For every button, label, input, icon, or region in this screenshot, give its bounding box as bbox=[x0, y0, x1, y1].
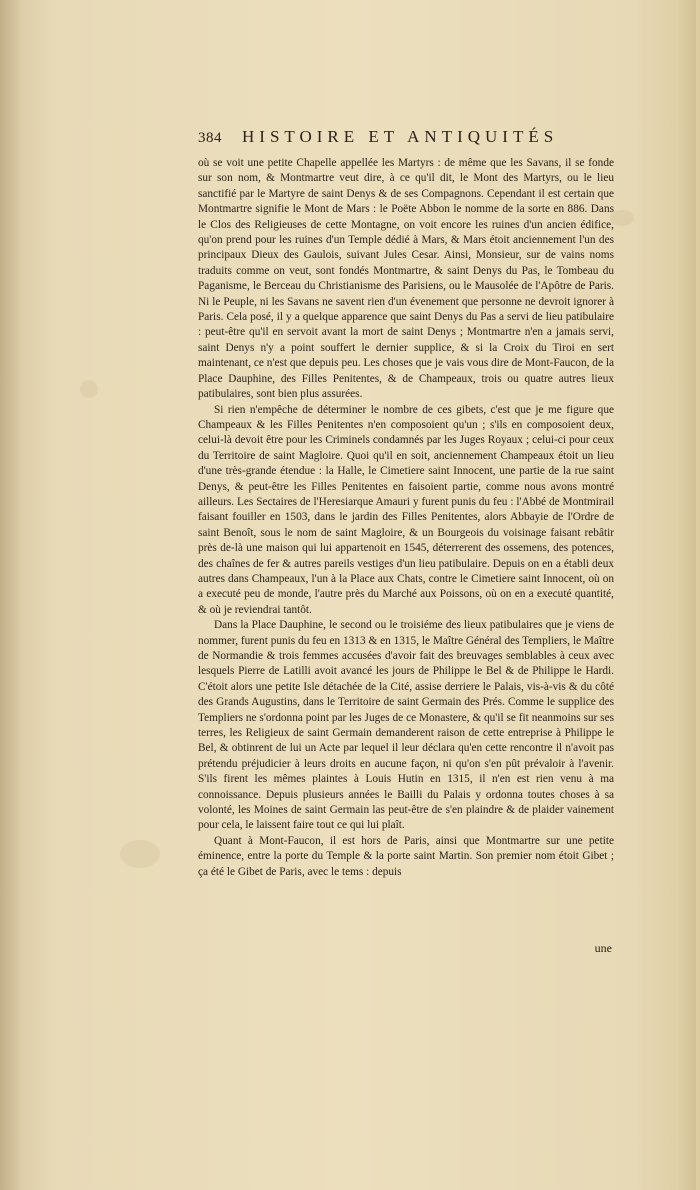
paper-stain bbox=[80, 380, 98, 398]
catchword: une bbox=[594, 941, 612, 955]
body-text bbox=[198, 156, 614, 880]
running-title: HISTOIRE ET ANTIQUITÉS bbox=[242, 127, 559, 146]
paragraph-place-dauphine: Dans la Place Dauphine, le second ou le troisiéme des lieux patibulaires que je viens de nommer, furent punis du feu en 1313 & en 1315, le Maître Général des Templiers, le Maître de Normandie & trois femmes accusées d'avoir fait des breuvages semblables à ceux avec lesquels Pierre de Latilli avoit avancé les jours de Philippe le Bel & de Philippe le Hardi. C'étoit alors une petite Isle détachée de la Cité, assise derriere le Palais, vis-à-vis & du côté des Grands Augustins, dans le Territoire de saint Germain des Prés. Comme le supplice des Templiers ne s'ordonna point par les Juges de ce Monastere, & qu'il se fit neanmoins sur ses terres, les Religieux de saint Germain demanderent raison de cette entreprise à Philippe le Bel, & obtinrent de lui un Acte par lequel il leur déclara qu'en cette rencontre il n'avoit pas prétendu préjudicier à leurs droits en aucune façon, ni qu'on s'en pût prévaloir à l'avenir. S'ils firent les mêmes plaintes à Louis Hutin en 1315, il n'en est rien venu à ma connoissance. Depuis plusieurs années le Bailli du Palais y ordonna toutes choses à sa volonté, les Moines de saint Germain las peut-être de s'en plaindre & de plaider vainement pour cela, le laissent faire tout ce qui lui plaît. bbox=[198, 619, 614, 832]
paragraph-montmartre: où se voit une petite Chapelle appellée les Martyrs : de même que les Savans, il se fonde sur son nom, & Montmartre veut dire, à ce qu'il dit, le Mont des Martyrs, ou le lieu sanctifié par le Martyre de saint Denys & de ses Compagnons. Cependant il est certain que Montmartre signifie le Mont de Mars : le Poëte Abbon le nomme de la sorte en 886. Dans le Clos des Religieuses de cette Montagne, on voit encore les ruines d'un ancien édifice, qu'on prend pour les ruines d'un Temple dédié à Mars, & Mars étoit anciennement l'un des principaux Dieux des Gaulois, suivant Jules Cesar. Ainsi, Monsieur, sur de vains noms traduits comme on veut, sont fondés Montmartre, & saint Denys du Pas, le Tombeau du Paganisme, le Berceau du Christianisme des Parisiens, ou le Mausolée de l'Apôtre de Paris. Ni le Peuple, ni les Savans ne savent rien d'un évenement que personne ne devroit ignorer à Paris. Cela posé, il y a quelque apparence que saint Denys du Pas a servi de lieu patibulaire : peut-être qu'il en servoit avant la mort de saint Denys ; Montmartre n'en a jamais servi, saint Denys n'y a point souffert le dernier supplice, & si la Croix du Tiroi en sert maintenant, ce n'est que depuis peu. Les choses que je vais vous dire de Mont-Faucon, de la Place Dauphine, des Filles Penitentes, & de Champeaux, trois ou quatre autres lieux patibulaires, sont bien plus assurées. bbox=[198, 157, 614, 401]
page-header bbox=[198, 124, 578, 154]
paragraph-mont-faucon: Quant à Mont-Faucon, il est hors de Paris, ainsi que Montmartre sur une petite éminence, entre la porte du Temple & la porte saint Martin. Son premier nom étoit Gibet ; ça été le Gibet de Paris, avec le tems : depuis bbox=[198, 834, 614, 878]
page-number: 384 bbox=[198, 130, 222, 146]
paper-stain bbox=[120, 840, 160, 868]
paragraph-champeaux: Si rien n'empêche de déterminer le nombre de ces gibets, c'est que je me figure que Champeaux & les Filles Penitentes n'en composoient qu'un ; s'ils en composoient deux, celui-là devoit être pour les Criminels condamnés par les Juges Royaux ; celui-ci pour ceux du Territoire de saint Magloire. Quoi qu'il en soit, anciennement Champeaux étoit un lieu d'une très-grande étendue : la Halle, le Cimetiere saint Innocent, une partie de la rue saint Denys, & peut-être les Filles Penitentes en faisoient partie, comme nous avons montré ailleurs. Les Sectaires de l'Heresiarque Amauri y furent punis du feu : l'Abbé de Montmirail faisant fouiller en 1503, dans le jardin des Filles Penitentes, alors Abbayie de l'Ordre de saint Benoît, sous le nom de saint Magloire, & un Bourgeois du voisinage faisant rebâtir près de-là une maison qui lui appartenoit en 1545, déterrerent des ossemens, des potences, des chaînes de fer & autres pareils vestiges d'un lieu patibulaire. Depuis on en a établi deux autres dans Champeaux, l'un à la Place aux Chats, contre le Cimetiere saint Innocent, où on a executé peu de monde, l'autre près du Marché aux Poissons, où on en a executé quantité, & où je reviendrai tantôt. bbox=[198, 403, 614, 616]
page-spine-shadow bbox=[0, 0, 22, 1190]
page-edge-shadow bbox=[678, 0, 696, 1190]
